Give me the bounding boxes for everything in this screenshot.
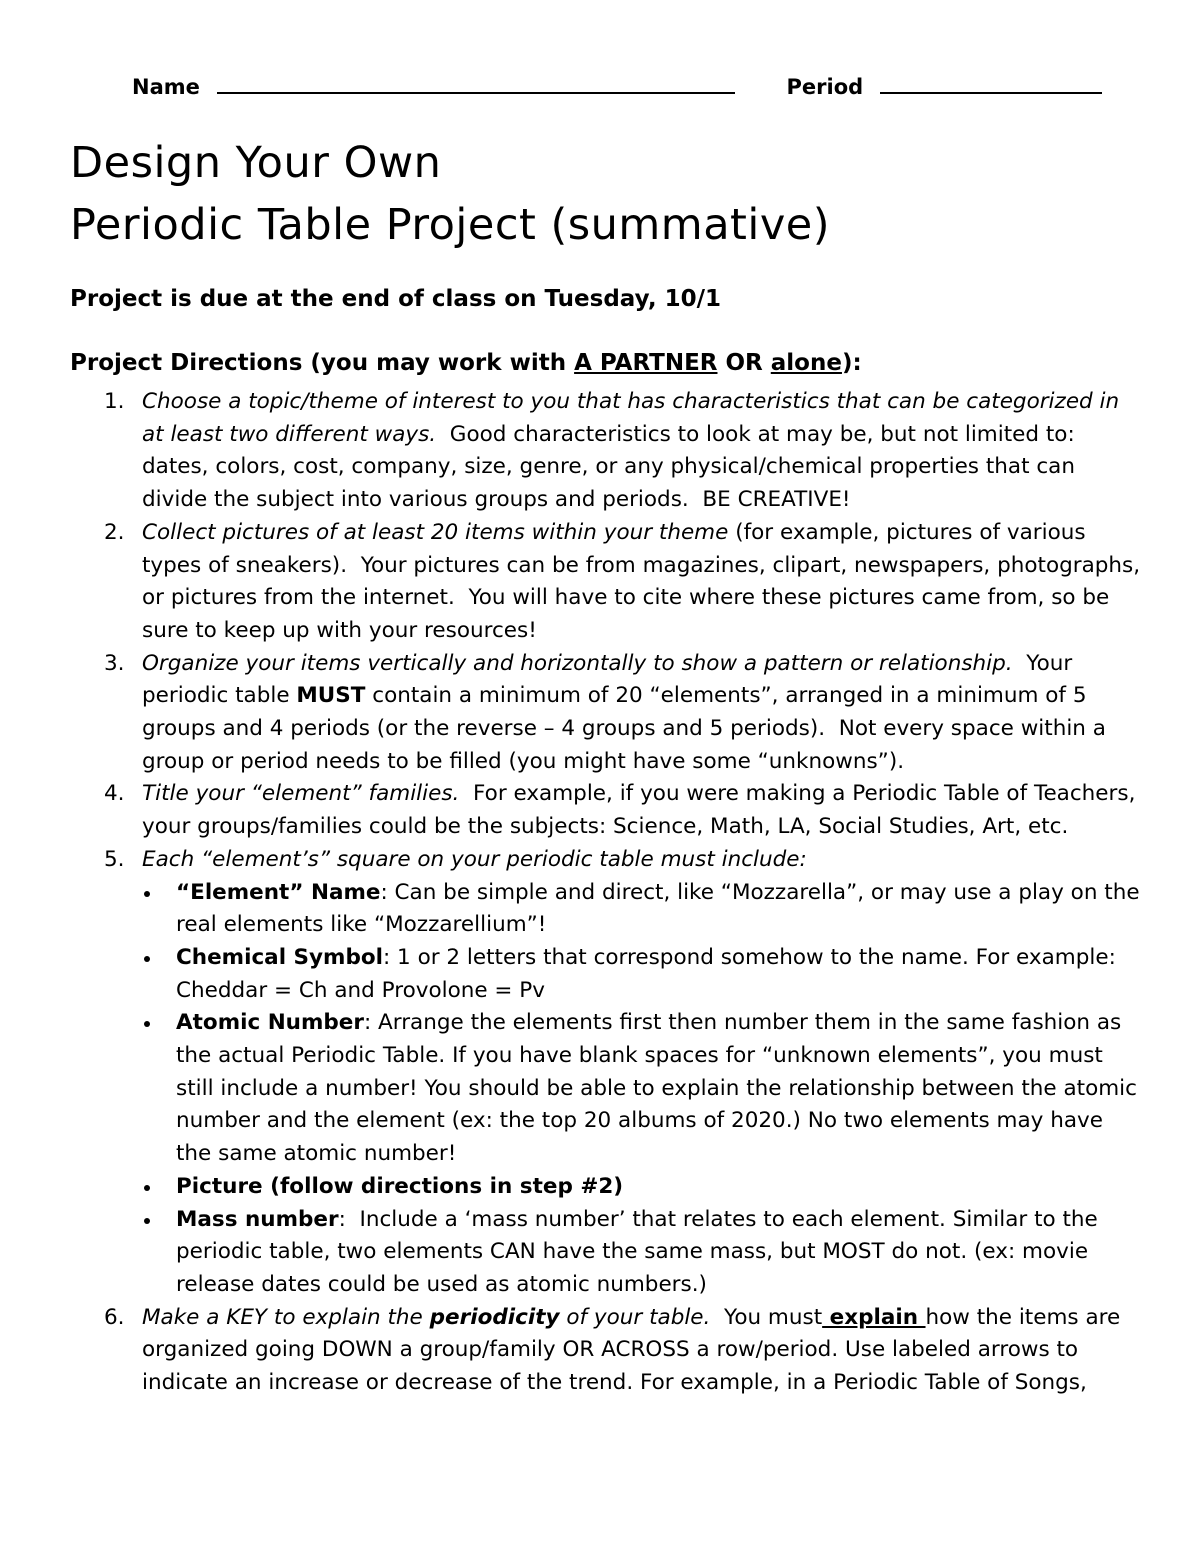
step-number: 2. — [104, 519, 125, 545]
bullet-picture — [142, 1171, 1142, 1204]
step-number: 4. — [104, 781, 125, 807]
bullet-chemical-symbol — [142, 942, 1142, 1007]
bullet-text: : Arrange the elements first then number them in the same fashion as the actual Periodic Table. If you have blank spaces for “unknown elements”, you must still include a number! You should be able to explain the relationship between the atomic number and the element (ex: the top 20 albums of 2020.) No two elements may have the same atomic number! — [176, 1010, 1137, 1167]
due-date: Project is due at the end of class on Tuesday, 10/1 — [70, 286, 721, 312]
bullet-text: : Can be simple and direct, like “Mozzarella”, or may use a play on the real elements like “Mozzarellium”! — [176, 879, 1140, 938]
bullet-icon — [144, 891, 150, 897]
title-line-2: Periodic Table Project (summative) — [70, 200, 831, 250]
name-label: Name — [132, 75, 200, 99]
bullet-element-name — [142, 877, 1142, 942]
directions-prefix: Project Directions (you may work with — [70, 350, 575, 376]
step-italic: Title your “element” families. — [142, 781, 460, 807]
bullet-icon — [144, 1218, 150, 1224]
step-number: 3. — [104, 650, 125, 676]
bullet-atomic-number — [142, 1007, 1142, 1171]
step-italic: Each “element’s” square on your periodic table must include: — [142, 846, 807, 872]
step-text: Good characteristics to look at may be, but not limited to: dates, colors, cost, company, size, genre, or any physical/chemical properties that can divide the subject into various groups and periods. BE CREATIVE! — [142, 421, 1082, 513]
step-5 — [104, 844, 1142, 1302]
step-text: how the items are organized going DOWN a group/family OR ACROSS a row/period. Use labeled arrows to indicate an increase or decrease of the trend. For example, in a Periodic Table of Songs, — [142, 1304, 1121, 1396]
bullet-icon — [144, 1021, 150, 1027]
bullet-icon — [144, 1185, 150, 1191]
period-field[interactable] — [880, 74, 1102, 94]
step-bold-italic: periodicity — [429, 1304, 560, 1330]
bullet-icon — [144, 956, 150, 962]
step-1 — [104, 386, 1142, 517]
header-line — [132, 74, 1080, 99]
page-title — [70, 132, 830, 256]
directions-alone: alone — [770, 350, 842, 376]
title-line-1: Design Your Own — [70, 138, 442, 188]
step-text: You must — [710, 1304, 823, 1330]
step-2 — [104, 517, 1147, 648]
step-bold: MUST — [296, 683, 366, 709]
step-italic: Choose a topic/theme of interest to you that has characteristics that can be categorized in at least two different ways. — [142, 389, 1120, 447]
steps-list — [104, 386, 1147, 1400]
directions-suffix: ): — [841, 350, 862, 376]
step-text: Your periodic table — [142, 650, 1080, 709]
step-number: 6. — [104, 1304, 125, 1330]
step-italic: Organize your items vertically and horizontally to show a pattern or relationship. — [142, 650, 1013, 676]
bullet-label: Mass number — [176, 1206, 339, 1232]
step-italic: Make a KEY to explain the — [142, 1304, 430, 1330]
step-text: contain a minimum of 20 “elements”, arranged in a minimum of 5 groups and 4 periods (or the reverse – 4 groups and 5 periods). Not every space within a group or period needs to be filled (you might have some “unknowns”). — [142, 683, 1113, 774]
step-number: 1. — [104, 389, 125, 414]
step-6 — [104, 1302, 1142, 1400]
step-bold-underline: explain — [822, 1304, 926, 1330]
bullet-label: Chemical Symbol — [176, 944, 383, 970]
name-field[interactable] — [217, 74, 735, 94]
step-3 — [104, 648, 1142, 779]
bullet-text: : Include a ‘mass number’ that relates to each element. Similar to the periodic table, two elements CAN have the same mass, but MOST do not. (ex: movie release dates could be used as atomic numbers.) — [176, 1206, 1105, 1297]
step-text: (for example, pictures of various types of sneakers). Your pictures can be from magazines, clipart, newspapers, photographs, or pictures from the internet. You will have to cite where these pictures came from, so be sure to keep up with your resources! — [142, 519, 1147, 643]
element-requirements-list — [142, 877, 1142, 1302]
directions-partner: A PARTNER — [574, 350, 718, 376]
directions-or: OR — [717, 350, 771, 376]
step-4 — [104, 778, 1143, 843]
bullet-label: Atomic Number — [176, 1010, 364, 1036]
bullet-text: : 1 or 2 letters that correspond somehow to the name. For example: Cheddar = Ch and Provolone = Pv — [176, 944, 1116, 1003]
bullet-mass-number — [142, 1204, 1142, 1302]
bullet-label: Picture (follow directions in step #2) — [176, 1173, 624, 1199]
step-text: For example, if you were making a Periodic Table of Teachers, your groups/families could be the subjects: Science, Math, LA, Social Studies, Art, etc. — [142, 781, 1143, 840]
step-italic: of your table. — [559, 1304, 711, 1330]
bullet-label: “Element” Name — [176, 879, 381, 905]
directions-heading — [70, 350, 862, 376]
period-label: Period — [786, 75, 864, 99]
step-italic: Collect pictures of at least 20 items within your theme — [142, 519, 729, 545]
step-number: 5. — [104, 846, 125, 872]
